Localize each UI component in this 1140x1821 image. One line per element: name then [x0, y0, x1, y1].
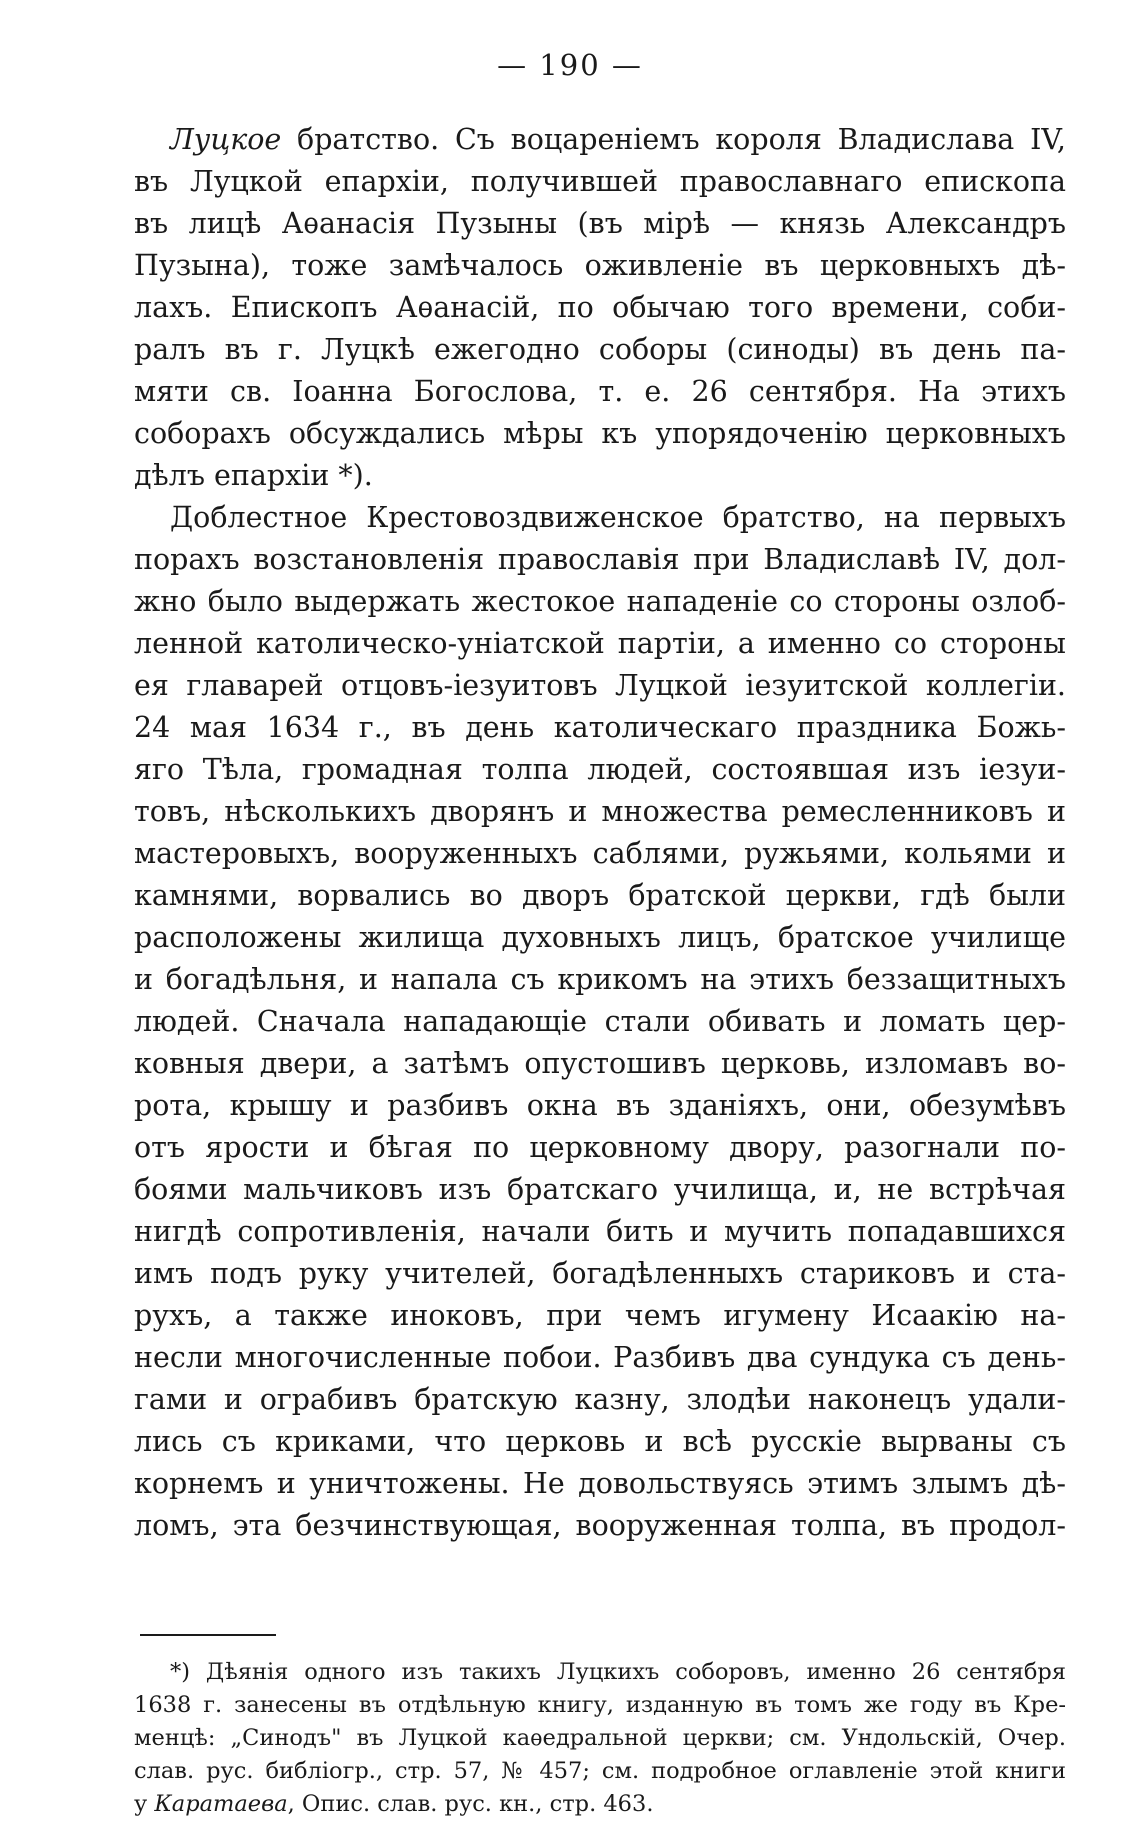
text-line: [134, 119, 1066, 161]
body-text: [134, 119, 1066, 1547]
text-line: лись съ криками, что церковь и всѣ русскіе вырваны съ: [134, 1425, 1066, 1458]
footnote-line: слав. рус. библіогр., стр. 57, № 457; см. подробное оглавленіе этой книги: [134, 1758, 1066, 1784]
footnote-separator: [140, 1634, 276, 1636]
text-line: товъ, нѣсколькихъ дворянъ и множества ремесленниковъ и: [134, 795, 1066, 828]
text-line: въ лицѣ Аѳанасія Пузыны (въ мірѣ — князь Александръ: [134, 207, 1066, 240]
text-line: гами и ограбивъ братскую казну, злодѣи наконецъ удали-: [134, 1383, 1066, 1416]
italic-heading: Луцкое: [170, 123, 282, 156]
footnote-line: менцѣ: „Синодъ" въ Луцкой каѳедральной церкви; см. Ундольскій, Очер.: [134, 1725, 1066, 1751]
footnote: [134, 1656, 1066, 1821]
text-line: отъ ярости и бѣгая по церковному двору, разогнали по-: [134, 1131, 1066, 1164]
text-line: Доблестное Крестовоздвиженское братство, на первыхъ: [170, 501, 1066, 534]
text-line: порахъ возстановленія православія при Владиславѣ IV, дол-: [134, 543, 1066, 576]
text-line: въ Луцкой епархіи, получившей православнаго епископа: [134, 165, 1066, 198]
text-line: ленной католическо-уніатской партіи, а именно со стороны: [134, 627, 1066, 660]
footnote-text: у: [134, 1791, 155, 1817]
line-text: братство. Съ воцареніемъ короля Владислава IV,: [281, 123, 1066, 156]
page-number: — 190 —: [497, 48, 643, 82]
text-line: ея главарей отцовъ-іезуитовъ Луцкой іезуитской коллегіи.: [134, 669, 1066, 702]
footnote-line: *) Дѣянія одного изъ такихъ Луцкихъ соборовъ, именно 26 сентября: [170, 1659, 1066, 1685]
text-line: мастеровыхъ, вооруженныхъ саблями, ружьями, кольями и: [134, 837, 1066, 870]
footnote-text: , Опис. слав. рус. кн., стр. 463.: [287, 1791, 654, 1817]
text-line: рота, крышу и разбивъ окна въ зданіяхъ, они, обезумѣвъ: [134, 1089, 1066, 1122]
text-line: корнемъ и уничтожены. Не довольствуясь этимъ злымъ дѣ-: [134, 1467, 1066, 1500]
text-line: мяти св. Іоанна Богослова, т. е. 26 сентября. На этихъ: [134, 375, 1066, 408]
text-line: людей. Сначала нападающіе стали обивать и ломать цер-: [134, 1005, 1066, 1038]
footnote-line: 1638 г. занесены въ отдѣльную книгу, изданную въ томъ же году въ Кре-: [134, 1692, 1066, 1718]
text-line: соборахъ обсуждались мѣры къ упорядоченію церковныхъ: [134, 417, 1066, 450]
text-line: дѣлъ епархіи *).: [134, 459, 373, 492]
text-line: 24 мая 1634 г., въ день католическаго праздника Божь-: [134, 711, 1066, 744]
text-line: ковныя двери, а затѣмъ опустошивъ церковь, изломавъ во-: [134, 1047, 1066, 1080]
text-line: ралъ въ г. Луцкѣ ежегодно соборы (синоды) въ день па-: [134, 333, 1066, 366]
footnote-line: [134, 1788, 1066, 1821]
text-line: рухъ, а также иноковъ, при чемъ игумену Исаакію на-: [134, 1299, 1066, 1332]
text-line: и богадѣльня, и напала съ крикомъ на этихъ беззащитныхъ: [134, 963, 1066, 996]
text-line: расположены жилища духовныхъ лицъ, братское училище: [134, 921, 1066, 954]
text-line: камнями, ворвались во дворъ братской церкви, гдѣ были: [134, 879, 1066, 912]
text-line: Пузына), тоже замѣчалось оживленіе въ церковныхъ дѣ-: [134, 249, 1066, 282]
text-line: имъ подъ руку учителей, богадѣленныхъ стариковъ и ста-: [134, 1257, 1066, 1290]
text-line: ломъ, эта безчинствующая, вооруженная толпа, въ продол-: [134, 1509, 1066, 1542]
author-name: Каратаева: [154, 1791, 288, 1817]
text-line: жно было выдержать жестокое нападеніе со стороны озлоб-: [134, 585, 1066, 618]
text-line: несли многочисленные побои. Разбивъ два сундука съ день-: [134, 1341, 1066, 1374]
text-line: нигдѣ сопротивленія, начали бить и мучить попадавшихся: [134, 1215, 1066, 1248]
text-line: боями мальчиковъ изъ братскаго училища, и, не встрѣчая: [134, 1173, 1066, 1206]
text-line: лахъ. Епископъ Аѳанасій, по обычаю того времени, соби-: [134, 291, 1066, 324]
text-line: яго Тѣла, громадная толпа людей, состоявшая изъ іезуи-: [134, 753, 1066, 786]
